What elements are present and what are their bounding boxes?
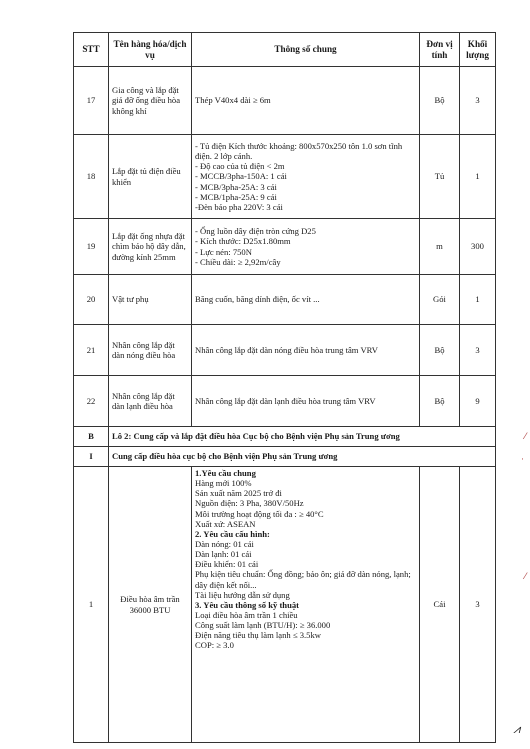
- margin-stamp-mark: ⁄: [524, 432, 526, 442]
- table-row: [74, 467, 496, 743]
- row-spec: - Tủ điện Kích thước khoảng: 800x570x250 tôn 1.0 sơn tĩnh điện. 2 lớp cánh. - Độ cao của tủ điện < 2m - MCCB/3pha-150A: 1 cái - MCB/3pha-25A: 3 cái - MCB/1pha-25A: 9 cái -Đèn báo pha 220V: 3 cái: [192, 135, 420, 219]
- row-stt: 18: [74, 135, 109, 219]
- row-stt: 22: [74, 376, 109, 427]
- table-row: [74, 67, 496, 135]
- row-stt: 1: [74, 467, 109, 743]
- margin-stamp-mark: ·: [521, 455, 524, 465]
- row-spec: Nhân công lắp đặt dàn lạnh điều hòa trung tâm VRV: [192, 376, 420, 427]
- signature-initials: ⩘: [513, 722, 520, 736]
- table-row: [74, 325, 496, 376]
- header-stt: STT: [74, 33, 109, 67]
- table-row: [74, 275, 496, 325]
- header-spec: Thông số chung: [192, 33, 420, 67]
- row-spec: Thép V40x4 dài ≥ 6m: [192, 67, 420, 135]
- row-stt: 17: [74, 67, 109, 135]
- row-name: Điều hòa âm trần 36000 BTU: [109, 467, 192, 743]
- spec-heading-tech: 3. Yêu cầu thông số kỹ thuật: [195, 599, 300, 610]
- row-unit: Bộ: [420, 376, 460, 427]
- spec-heading-config: 2. Yêu cầu cấu hình:: [195, 528, 270, 539]
- spec-config: Dàn nóng: 01 cái Dàn lạnh: 01 cái Điều khiển: 01 cái Phụ kiện tiêu chuẩn: Ống đồng; bảo ôn; giá đỡ dàn nóng, lạnh; dây điện kết nối... Tài liệu hướng dẫn sử dụng: [195, 538, 411, 600]
- row-qty: 300: [460, 219, 496, 275]
- spec-tech: Loại điều hòa âm trần 1 chiều Công suất làm lạnh (BTU/H): ≥ 36.000 Điện năng tiêu thụ làm lạnh ≤ 3.5kw COP: ≥ 3.0: [195, 609, 331, 651]
- row-unit: Bộ: [420, 325, 460, 376]
- section-title: Cung cấp điều hòa cục bộ cho Bệnh viện Phụ sản Trung ương: [109, 447, 496, 467]
- header-row: [74, 33, 496, 67]
- table-row: [74, 135, 496, 219]
- header-name: Tên hàng hóa/dịch vụ: [109, 33, 192, 67]
- row-spec: [192, 467, 420, 743]
- table-row: [74, 376, 496, 427]
- table-row: [74, 219, 496, 275]
- row-qty: 1: [460, 135, 496, 219]
- header-unit: Đơn vị tính: [420, 33, 460, 67]
- row-name: Gia công và lắp đặt giá đỡ ống điều hòa không khí: [109, 67, 192, 135]
- row-name: Lắp đặt tủ điện điều khiển: [109, 135, 192, 219]
- row-unit: Cái: [420, 467, 460, 743]
- row-unit: m: [420, 219, 460, 275]
- section-code: I: [74, 447, 109, 467]
- row-name: Nhân công lắp đặt dàn lạnh điều hòa: [109, 376, 192, 427]
- margin-stamp-mark: ⁄: [524, 572, 526, 582]
- section-title: Lô 2: Cung cấp và lắp đặt điều hòa Cục bộ cho Bệnh viện Phụ sản Trung ương: [109, 427, 496, 447]
- row-name: Nhân công lắp đặt dàn nóng điều hòa: [109, 325, 192, 376]
- row-spec: Nhân công lắp đặt dàn nóng điều hòa trung tâm VRV: [192, 325, 420, 376]
- row-qty: 1: [460, 275, 496, 325]
- row-qty: 3: [460, 325, 496, 376]
- row-qty: 3: [460, 67, 496, 135]
- row-stt: 21: [74, 325, 109, 376]
- row-unit: Gói: [420, 275, 460, 325]
- row-name: Vật tư phụ: [109, 275, 192, 325]
- row-qty: 3: [460, 467, 496, 743]
- spec-table: [73, 32, 496, 743]
- row-unit: Tủ: [420, 135, 460, 219]
- row-spec: Băng cuốn, băng dính điện, ốc vít ...: [192, 275, 420, 325]
- spec-general: Hàng mới 100% Sản xuất năm 2025 trở đi Nguồn điện: 3 Pha, 380V/50Hz Môi trường hoạt động tối đa : ≥ 40°C Xuất xứ: ASEAN: [195, 478, 324, 529]
- row-qty: 9: [460, 376, 496, 427]
- header-qty: Khối lượng: [460, 33, 496, 67]
- row-spec: - Ống luồn dây điện tròn cứng D25 - Kích thước: D25x1.80mm - Lực nén: 750N - Chiều dài: ≥ 2,92m/cây: [192, 219, 420, 275]
- row-name: Lắp đặt ống nhựa đặt chìm bảo hộ dây dẫn, đường kính 25mm: [109, 219, 192, 275]
- row-stt: 20: [74, 275, 109, 325]
- spec-heading-general: 1.Yêu cầu chung: [195, 468, 256, 478]
- section-code: B: [74, 427, 109, 447]
- section-row-i: [74, 447, 496, 467]
- section-row-b: [74, 427, 496, 447]
- row-unit: Bộ: [420, 67, 460, 135]
- row-stt: 19: [74, 219, 109, 275]
